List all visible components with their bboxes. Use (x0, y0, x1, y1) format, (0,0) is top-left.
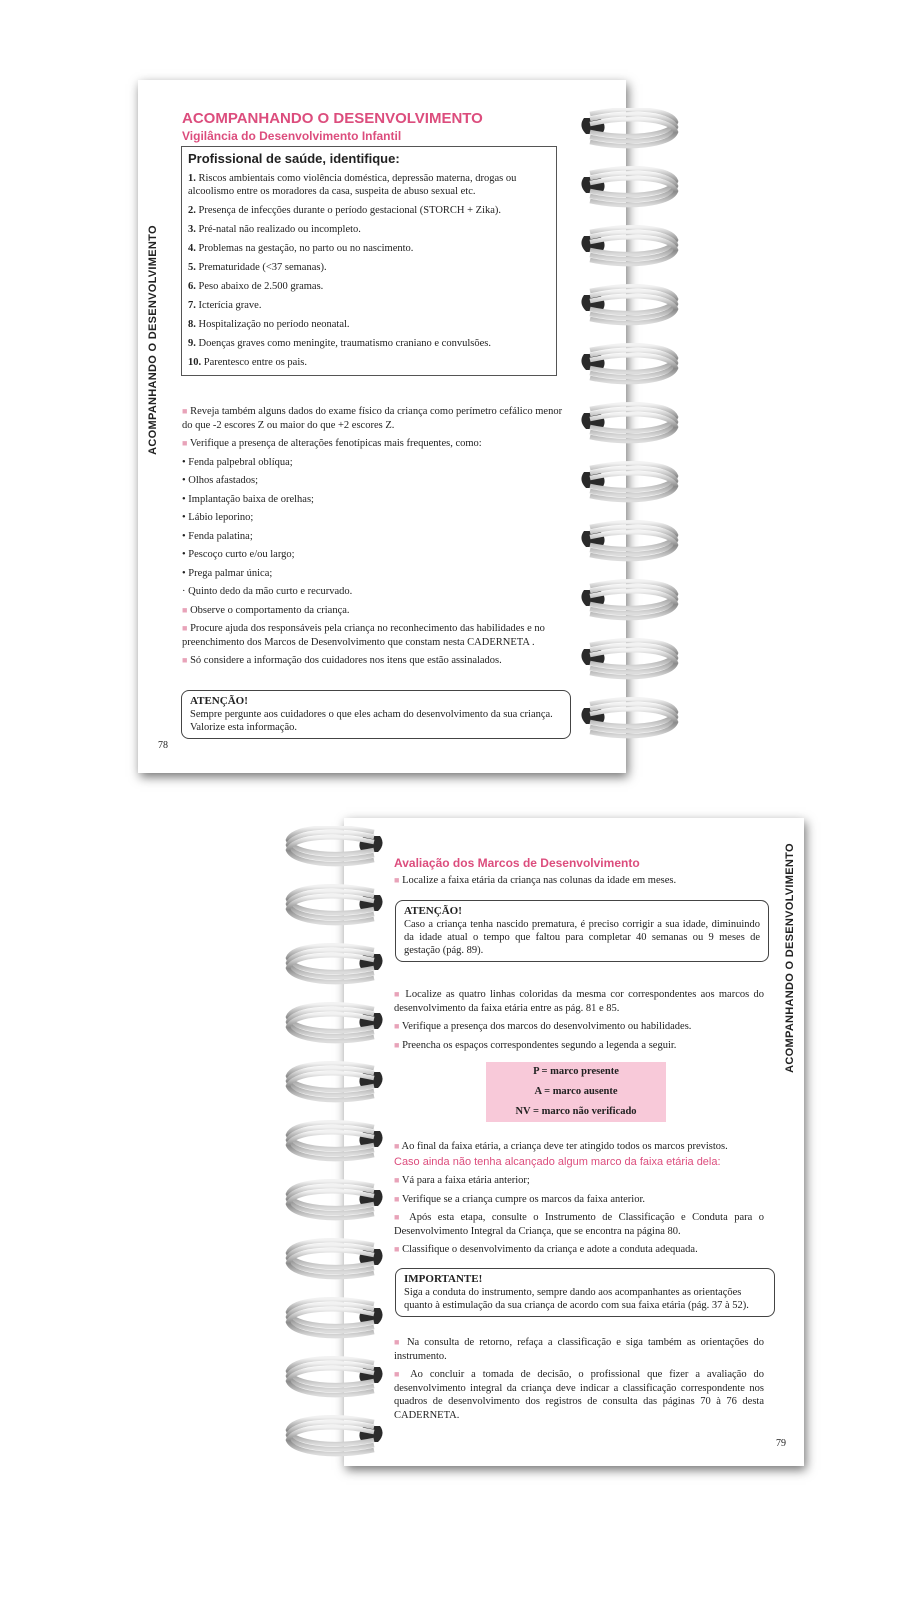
spiral-binding (268, 826, 388, 1466)
paragraph: ■ Verifique a presença de alterações fenotípicas mais frequentes, como: (182, 438, 482, 449)
square-bullet-icon: ■ (182, 438, 188, 448)
section-title: Avaliação dos Marcos de Desenvolvimento (394, 856, 640, 870)
square-bullet-icon: ■ (394, 1175, 400, 1185)
square-bullet-icon: ■ (394, 1212, 404, 1222)
paragraph: ■ Procure ajuda dos responsáveis pela criança no reconhecimento das habilidades e no preenchimento dos Marcos de Desenvolvimento que constam nesta CADERNETA . (182, 623, 545, 648)
bullet-item: • Prega palmar única; (182, 567, 273, 579)
page-subtitle: Vigilância do Desenvolvimento Infantil (182, 129, 402, 143)
list-item: 7. Icterícia grave. (188, 300, 262, 311)
attention-box (181, 690, 571, 739)
spiral-ring-icon (581, 345, 676, 382)
square-bullet-icon: ■ (394, 1337, 402, 1347)
list-item: 2. Presença de infecções durante o período gestacional (STORCH + Zika). (188, 205, 502, 216)
paragraph: ■ Após esta etapa, consulte o Instrumento de Classificação e Conduta para o Desenvolvimento Integral da Criança, que se encontra na página 80. (394, 1212, 764, 1237)
list-item: 8. Hospitalização no período neonatal. (188, 319, 350, 330)
spiral-ring-icon (288, 1181, 383, 1218)
spiral-ring-icon (581, 404, 676, 441)
important-box (395, 1268, 775, 1317)
square-bullet-icon: ■ (394, 1039, 400, 1050)
list-item: 1. Riscos ambientais como violência doméstica, depressão materna, drogas ou alcoolismo entre os moradores da casa, suspeita de abuso sexual etc. (188, 173, 517, 197)
bullet-item: · Quinto dedo da mão curto e recurvado. (182, 586, 353, 597)
spiral-ring-icon (581, 227, 676, 264)
body-text (182, 405, 574, 673)
page-78 (138, 80, 626, 773)
spiral-ring-icon (581, 522, 676, 559)
page-number: 78 (158, 740, 168, 751)
square-bullet-icon: ■ (182, 623, 188, 633)
square-bullet-icon: ■ (394, 875, 400, 885)
bullet-item: • Fenda palpebral oblíqua; (182, 456, 293, 468)
legend-item: A = marco ausente (534, 1086, 618, 1097)
bullet-item: • Pescoço curto e/ou largo; (182, 549, 295, 560)
bullet-item: • Fenda palatina; (182, 530, 253, 542)
intro-text (394, 874, 764, 893)
spiral-ring-icon (581, 286, 676, 323)
legend-box (486, 1062, 666, 1122)
paragraph: ■ Só considere a informação dos cuidadores nos itens que estão assinalados. (182, 655, 502, 666)
attention-title: ATENÇÃO! (404, 905, 462, 917)
square-bullet-icon: ■ (182, 655, 188, 665)
spiral-ring-icon (581, 168, 676, 205)
list-item: 3. Pré-natal não realizado ou incompleto. (188, 224, 361, 235)
page-number: 79 (776, 1438, 786, 1449)
spiral-ring-icon (288, 1358, 383, 1395)
spiral-ring-icon (288, 1417, 383, 1454)
spiral-binding (576, 108, 696, 768)
paragraph: ■ Verifique se a criança cumpre os marcos da faixa anterior. (394, 1193, 646, 1205)
paragraph: ■ Localize as quatro linhas coloridas da mesma cor correspondentes aos marcos do desenvolvimento da faixa etária entre as pág. 81 e 85. (394, 989, 764, 1014)
paragraph: ■ Ao concluir a tomada de decisão, o profissional que fizer a avaliação do desenvolvimento integral da criança deve indicar a classificação correspondente nos quadros de desenvolvimento dos registros de consulta das páginas 70 à 76 desta CADERNETA. (394, 1369, 764, 1421)
spiral-ring-icon (581, 699, 676, 736)
important-title: IMPORTANTE! (404, 1273, 483, 1285)
legend-item: P = marco presente (533, 1066, 619, 1077)
paragraph: ■ Localize a faixa etária da criança nas colunas da idade em meses. (394, 875, 677, 886)
paragraph: ■ Reveja também alguns dados do exame físico da criança como perímetro cefálico menor do que -2 escores Z ou maior do que +2 escores Z. (182, 406, 563, 431)
page-title: ACOMPANHANDO O DESENVOLVIMENTO (182, 110, 483, 127)
pink-heading: Caso ainda não tenha alcançado algum marco da faixa etária dela: (394, 1155, 721, 1168)
attention-title: ATENÇÃO! (190, 695, 248, 707)
important-text: Siga a conduta do instrumento, sempre dando aos acompanhantes as orientações quanto à estimulação da sua criança de acordo com sua faixa etária (pág. 37 à 52). (404, 1287, 749, 1311)
spiral-ring-icon (581, 640, 676, 677)
paragraph: ■ Vá para a faixa etária anterior; (394, 1175, 530, 1186)
box-title: Profissional de saúde, identifique: (188, 151, 400, 166)
risk-list (182, 172, 556, 369)
side-title: ACOMPANHANDO O DESENVOLVIMENTO (784, 843, 796, 1073)
list-item: 6. Peso abaixo de 2.500 gramas. (188, 281, 324, 292)
paragraph: ■ Preencha os espaços correspondentes segundo a legenda a seguir. (394, 1039, 677, 1051)
bullet-item: • Implantação baixa de orelhas; (182, 493, 314, 505)
square-bullet-icon: ■ (394, 989, 402, 999)
legend-item: NV = marco não verificado (515, 1106, 637, 1117)
spiral-ring-icon (288, 827, 383, 864)
attention-text: Sempre pergunte aos cuidadores o que eles acham do desenvolvimento da sua criança. Valorize esta informação. (190, 709, 553, 733)
square-bullet-icon: ■ (394, 1193, 400, 1204)
attention-box (395, 900, 769, 962)
attention-text: Caso a criança tenha nascido prematura, é preciso corrigir a sua idade, diminuindo da idade atual o tempo que faltou para completar 40 semanas ou 9 meses de gestação (pág. 89). (404, 919, 760, 956)
spiral-ring-icon (581, 109, 676, 146)
spiral-ring-icon (288, 1004, 383, 1041)
spiral-ring-icon (288, 886, 383, 923)
closing-text (394, 1336, 764, 1427)
paragraph: ■ Classifique o desenvolvimento da criança e adote a conduta adequada. (394, 1244, 698, 1255)
list-item: 5. Prematuridade (<37 semanas). (188, 262, 327, 273)
square-bullet-icon: ■ (182, 604, 188, 615)
bullet-item: • Olhos afastados; (182, 475, 258, 486)
square-bullet-icon: ■ (394, 1141, 400, 1151)
spiral-ring-icon (288, 1063, 383, 1100)
side-title: ACOMPANHANDO O DESENVOLVIMENTO (147, 225, 159, 455)
page-79 (344, 818, 804, 1466)
list-item: 10. Parentesco entre os pais. (188, 357, 307, 368)
square-bullet-icon: ■ (394, 1244, 400, 1254)
paragraph: ■ Observe o comportamento da criança. (182, 604, 350, 616)
square-bullet-icon: ■ (182, 406, 188, 416)
spiral-ring-icon (288, 1299, 383, 1336)
spiral-ring-icon (581, 581, 676, 618)
paragraph: ■ Ao final da faixa etária, a criança deve ter atingido todos os marcos previstos. (394, 1141, 728, 1152)
list-item: 9. Doenças graves como meningite, traumatismo craniano e convulsões. (188, 338, 491, 349)
followup-text (394, 1140, 764, 1262)
paragraph: ■ Verifique a presença dos marcos do desenvolvimento ou habilidades. (394, 1021, 692, 1032)
instructions (394, 988, 764, 1057)
list-item: 4. Problemas na gestação, no parto ou no nascimento. (188, 243, 414, 254)
spiral-ring-icon (288, 1122, 383, 1159)
paragraph: ■ Na consulta de retorno, refaça a classificação e siga também as orientações do instrumento. (394, 1337, 765, 1362)
spiral-ring-icon (288, 1240, 383, 1277)
bullet-item: • Lábio leporino; (182, 512, 254, 523)
square-bullet-icon: ■ (394, 1369, 404, 1379)
spiral-ring-icon (581, 463, 676, 500)
spiral-ring-icon (288, 945, 383, 982)
identify-box (181, 146, 557, 376)
square-bullet-icon: ■ (394, 1021, 400, 1031)
